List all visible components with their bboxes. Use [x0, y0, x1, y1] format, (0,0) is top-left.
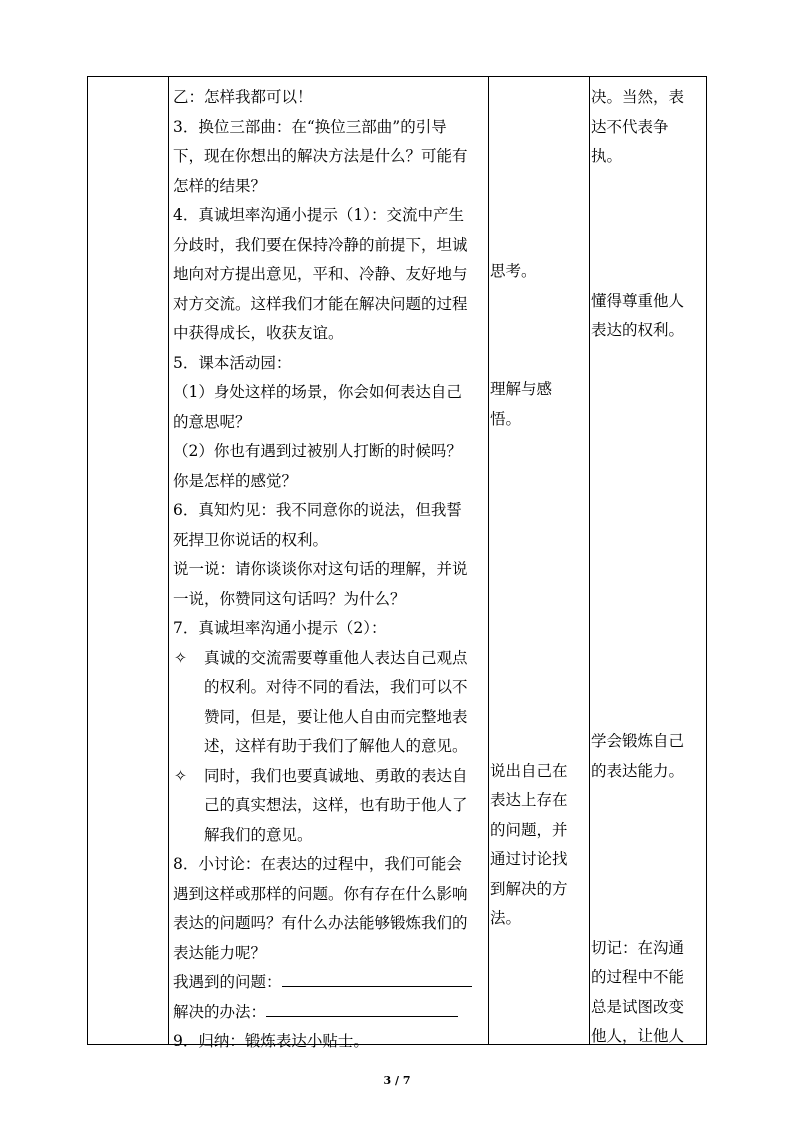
bullet-text: 同时，我们也要真诚地、勇敢的表达自: [204, 766, 468, 785]
activity-text: 说出自己在: [490, 762, 568, 780]
problem-blank[interactable]: [282, 969, 472, 987]
activity-text: 表达上存在: [490, 791, 568, 809]
activity-text: 到解决的方: [490, 880, 568, 898]
intent-text: 达不代表争: [591, 118, 669, 136]
activity-text: 通过讨论找: [490, 850, 568, 868]
content-line: （2）你也有遇到过被别人打断的时候吗？: [173, 442, 462, 460]
intent-text: 的过程中不能: [591, 968, 685, 986]
bullet-continuation: 赞同，但是，要让他人自由而完整地表: [204, 707, 468, 726]
intent-text: 执。: [591, 147, 623, 165]
column-divider-3: [589, 77, 590, 1044]
activity-text: 思考。: [490, 262, 537, 280]
bullet-item-2: [173, 762, 483, 792]
content-line: 表达能力呢？: [173, 943, 267, 962]
content-line: 你是怎样的感觉？: [173, 471, 298, 490]
content-line: 对方交流。这样我们才能在解决问题的过程: [173, 294, 468, 313]
content-line: 6．真知灼见：我不同意你的说法，但我誓: [173, 501, 462, 519]
content-line: 3．换位三部曲：在“换位三部曲”的引导: [173, 117, 447, 136]
problem-label: 我遇到的问题：: [173, 973, 282, 991]
content-line: 表达的问题吗？有什么办法能够锻炼我们的: [173, 914, 468, 932]
intent-text: 懂得尊重他人: [591, 292, 685, 310]
content-line: 9．归纳：锻炼表达小贴士。: [173, 1032, 369, 1050]
bullet-continuation: 解我们的意见。: [204, 825, 313, 844]
intent-text: 总是试图改变: [591, 998, 685, 1016]
intent-text: 表达的权利。: [591, 321, 685, 339]
content-line: 地向对方提出意见，平和、冷静、友好地与: [173, 265, 468, 283]
bullet-item-1: [173, 644, 483, 674]
column-divider-2: [488, 77, 489, 1044]
content-line: 8．小讨论：在表达的过程中，我们可能会: [173, 855, 462, 873]
content-line: 乙：怎样我都可以！: [173, 88, 313, 106]
diamond-bullet-icon: ✧: [174, 648, 187, 667]
content-line: 遇到这样或那样的问题。你有存在什么影响: [173, 884, 468, 903]
content-line: 怎样的结果？: [173, 176, 267, 195]
bullet-continuation: 述，这样有助于我们了解他人的意见。: [204, 737, 468, 755]
solution-blank[interactable]: [266, 999, 458, 1017]
content-line: 的意思呢？: [173, 412, 251, 431]
intent-text: 他人，让他人: [591, 1027, 685, 1045]
intent-text: 决。当然，表: [591, 88, 685, 106]
solution-line: [173, 998, 483, 1028]
intent-text: 学会锻炼自己: [591, 732, 685, 750]
intent-text: 切记：在沟通: [591, 939, 685, 957]
bullet-continuation: 己的真实想法，这样，也有助于他人了: [204, 796, 468, 814]
content-line: （1）身处这样的场景，你会如何表达自己: [173, 383, 462, 401]
content-line: 中获得成长，收获友谊。: [173, 324, 344, 342]
column-divider-1: [168, 77, 169, 1044]
activity-text: 理解与感: [490, 380, 553, 398]
lesson-table: [87, 76, 707, 1050]
diamond-bullet-icon: ✧: [174, 766, 187, 785]
content-line: 4．真诚坦率沟通小提示（1）：交流中产生: [173, 206, 464, 224]
content-line: 分歧时，我们要在保持冷静的前提下，坦诚: [173, 235, 468, 254]
activity-text: 的问题，并: [490, 821, 568, 839]
content-line: 下，现在你想出的解决方法是什么？可能有: [173, 147, 468, 165]
content-line: 死捍卫你说话的权利。: [173, 530, 329, 549]
bullet-text: 真诚的交流需要尊重他人表达自己观点: [204, 648, 468, 667]
content-line: 说一说：请你谈谈你对这句话的理解，并说: [173, 560, 468, 578]
activity-text: 法。: [490, 909, 522, 927]
content-line: 7．真诚坦率沟通小提示（2）：: [173, 619, 387, 637]
teaching-content-cell: [170, 77, 483, 1057]
intent-text: 的表达能力。: [591, 762, 685, 780]
page-number: 3 / 7: [383, 1074, 411, 1087]
content-line: 一说，你赞同这句话吗？为什么？: [173, 589, 406, 608]
problem-line: [173, 968, 483, 998]
solution-label: 解决的办法：: [173, 1002, 267, 1021]
content-line: 5．课本活动园：: [173, 353, 292, 372]
bullet-continuation: 的权利。对待不同的看法，我们可以不: [204, 678, 468, 696]
activity-text: 悟。: [490, 410, 522, 428]
